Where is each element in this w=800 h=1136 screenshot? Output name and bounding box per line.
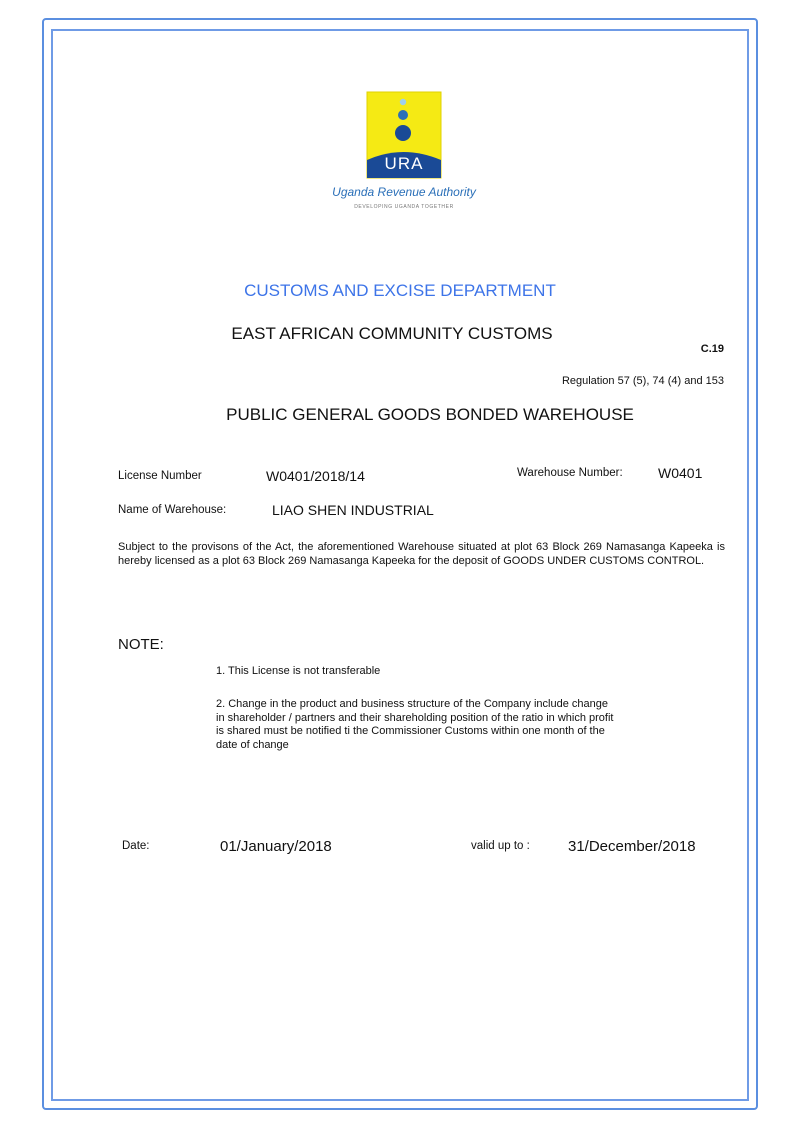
warehouse-number-label: Warehouse Number: <box>517 467 623 479</box>
document-title: PUBLIC GENERAL GOODS BONDED WAREHOUSE <box>226 405 634 424</box>
license-number-label: License Number <box>118 470 202 482</box>
warehouse-number-value: W0401 <box>658 465 703 481</box>
regulation-reference: Regulation 57 (5), 74 (4) and 153 <box>561 375 724 387</box>
license-body-paragraph: Subject to the provisons of the Act, the aforementioned Warehouse situated at plot 63 Block 269 Namasanga Kapeeka is hereby licensed as a plot 63 Block 269 Namasanga Kapeeka for the deposit of GOODS UNDER CUSTOMS CONTROL. <box>118 541 725 567</box>
date-label: Date: <box>122 840 150 852</box>
authority-title: EAST AFRICAN COMMUNITY CUSTOMS <box>231 324 553 343</box>
date-value: 01/January/2018 <box>220 838 332 855</box>
license-number-value: W0401/2018/14 <box>266 468 365 484</box>
note-item: 1. This License is not transferable <box>216 665 381 677</box>
note-item: 2. Change in the product and business structure of the Company include change in shareholder / partners and their shareholding position of the ratio in which profit is shared must be notified ti the Commissioner Customs within one month of the date of change <box>216 698 614 751</box>
logo-tagline: DEVELOPING UGANDA TOGETHER <box>354 204 454 210</box>
form-number: C.19 <box>700 343 724 355</box>
warehouse-name-label: Name of Warehouse: <box>118 504 227 516</box>
logo-abbr: URA <box>384 154 424 173</box>
ura-logo <box>306 90 502 220</box>
logo-name: Uganda Revenue Authority <box>332 185 476 199</box>
valid-until-value: 31/December/2018 <box>568 838 696 855</box>
department-title: CUSTOMS AND EXCISE DEPARTMENT <box>244 281 556 300</box>
warehouse-name-value: LIAO SHEN INDUSTRIAL <box>272 502 434 518</box>
note-heading: NOTE: <box>118 636 164 653</box>
valid-until-label: valid up to : <box>471 840 530 852</box>
